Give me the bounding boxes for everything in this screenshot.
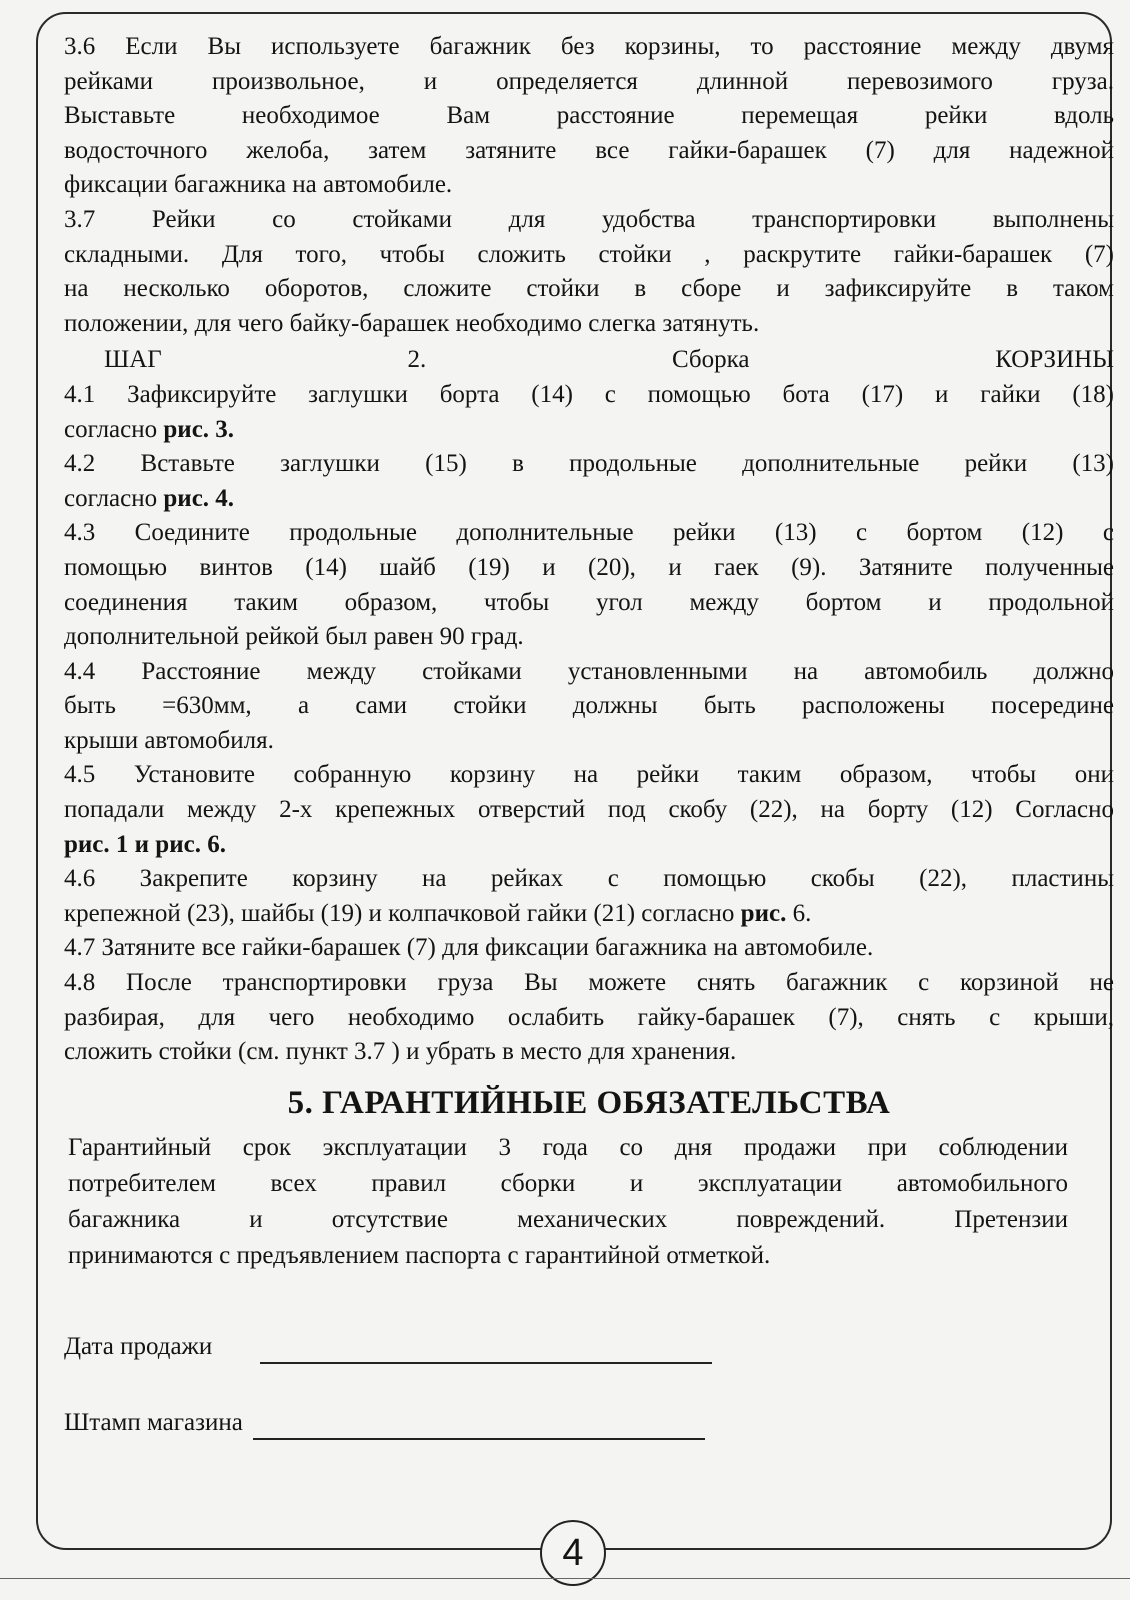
- paragraph-3-7-line-3: на несколько оборотов, сложите стойки в сборе и зафиксируйте в таком: [64, 275, 1114, 303]
- paragraph-3-6-line-3: Выставьте необходимое Вам расстояние перемещая рейки вдоль: [64, 102, 1114, 130]
- paragraph-4-6-line-1: 4.6 Закрепите корзину на рейках с помощью скобы (22), пластины: [64, 865, 1114, 893]
- step-2-title: ШАГ 2. Сборка КОРЗИНЫ: [104, 346, 1114, 374]
- warranty-line-2: потребителем всех правил сборки и эксплуатации автомобильного: [68, 1170, 1068, 1198]
- paragraph-3-6-line-5: фиксации багажника на автомобиле.: [64, 171, 453, 199]
- store-stamp-row: [64, 1400, 1114, 1440]
- warranty-line-3: багажника и отсутствие механических повреждений. Претензии: [68, 1206, 1068, 1234]
- paragraph-4-8-line-2: разбирая, для чего необходимо ослабить гайку-барашек (7), снять с крыши,: [64, 1003, 1114, 1031]
- paragraph-4-5-line-2: попадали между 2-х крепежных отверстий под скобу (22), на борту (12) Согласно: [64, 796, 1114, 824]
- paragraph-4-8-line-3: сложить стойки (см. пункт 3.7 ) и убрать в место для хранения.: [64, 1038, 737, 1066]
- paragraph-3-6-line-1: 3.6 Если Вы используете багажник без корзины, то расстояние между двумя: [64, 33, 1114, 60]
- paragraph-3-6-line-2: рейками произвольное, и определяется длинной перевозимого груза.: [64, 67, 1114, 95]
- paragraph-4-8-line-1: 4.8 После транспортировки груза Вы можете снять багажник с корзиной не: [64, 969, 1114, 997]
- paragraph-4-2-line-1: 4.2 Вставьте заглушки (15) в продольные дополнительные рейки (13): [64, 450, 1114, 478]
- bottom-rule: [0, 1578, 1130, 1579]
- paragraph-4-5-line-1: 4.5 Установите собранную корзину на рейки таким образом, чтобы они: [64, 761, 1114, 789]
- warranty-title: 5. ГАРАНТИЙНЫЕ ОБЯЗАТЕЛЬСТВА: [287, 1084, 891, 1121]
- paragraph-4-4-line-3: крыши автомобиля.: [64, 726, 274, 754]
- paragraph-4-2-text: согласно: [64, 484, 164, 512]
- warranty-line-4: принимаются с предъявлением паспорта с гарантийной отметкой.: [68, 1242, 771, 1270]
- paragraph-3-6-line-4: водосточного желоба, затем затяните все гайки-барашек (7) для надежной: [64, 136, 1114, 164]
- figure-ref-3: рис. 3.: [163, 415, 235, 443]
- paragraph-3-7-line-4: положении, для чего байку-барашек необходимо слегка затянуть.: [64, 309, 760, 337]
- page-number: 4: [540, 1520, 606, 1586]
- sale-date-field[interactable]: [260, 1361, 712, 1364]
- warranty-text: [64, 1130, 1068, 1274]
- paragraph-4-1-text: согласно: [64, 415, 164, 443]
- figure-ref-6-label: рис.: [740, 899, 787, 927]
- page-content: [64, 30, 1114, 1440]
- warranty-line-1: Гарантийный срок эксплуатации 3 года со дня продажи при соблюдении: [68, 1134, 1068, 1162]
- store-stamp-field[interactable]: [253, 1437, 705, 1440]
- paragraph-4-3-line-2: помощью винтов (14) шайб (19) и (20), и гаек (9). Затяните полученные: [64, 553, 1114, 581]
- paragraph-4-3-line-4: дополнительной рейкой был равен 90 град.: [64, 623, 524, 651]
- figure-ref-6-number: 6.: [786, 899, 812, 927]
- sale-date-row: [64, 1324, 1114, 1364]
- paragraph-4-1-line-1: 4.1 Зафиксируйте заглушки борта (14) с помощью бота (17) и гайки (18): [64, 380, 1114, 408]
- store-stamp-label: Штамп магазина: [64, 1408, 243, 1436]
- paragraph-4-1-line-2: [64, 413, 1114, 448]
- paragraph-4-5-line-3: [64, 828, 1114, 863]
- paragraph-4-7: 4.7 Затяните все гайки-барашек (7) для фиксации багажника на автомобиле.: [64, 934, 874, 962]
- paragraph-4-6-text: крепежной (23), шайбы (19) и колпачковой гайки (21) согласно: [64, 899, 741, 927]
- paragraph-4-3-line-1: 4.3 Соедините продольные дополнительные рейки (13) с бортом (12) с: [64, 519, 1114, 547]
- paragraph-4-4-line-1: 4.4 Расстояние между стойками установленными на автомобиль должно: [64, 657, 1114, 685]
- paragraph-3-7-line-1: 3.7 Рейки со стойками для удобства транспортировки выполнены: [64, 205, 1114, 233]
- figure-ref-4: рис. 4.: [163, 484, 235, 512]
- paragraph-4-3-line-3: соединения таким образом, чтобы угол между бортом и продольной: [64, 588, 1114, 616]
- paragraph-3-7-line-2: складными. Для того, чтобы сложить стойки , раскрутите гайки-барашек (7): [64, 240, 1114, 268]
- figure-ref-1-6: рис. 1 и рис. 6.: [64, 830, 226, 858]
- paragraph-4-2-line-2: [64, 482, 1114, 517]
- sale-date-label: Дата продажи: [64, 1332, 213, 1360]
- paragraph-4-4-line-2: быть =630мм, а сами стойки должны быть расположены посередине: [64, 692, 1114, 720]
- paragraph-4-6-line-2: [64, 897, 1114, 932]
